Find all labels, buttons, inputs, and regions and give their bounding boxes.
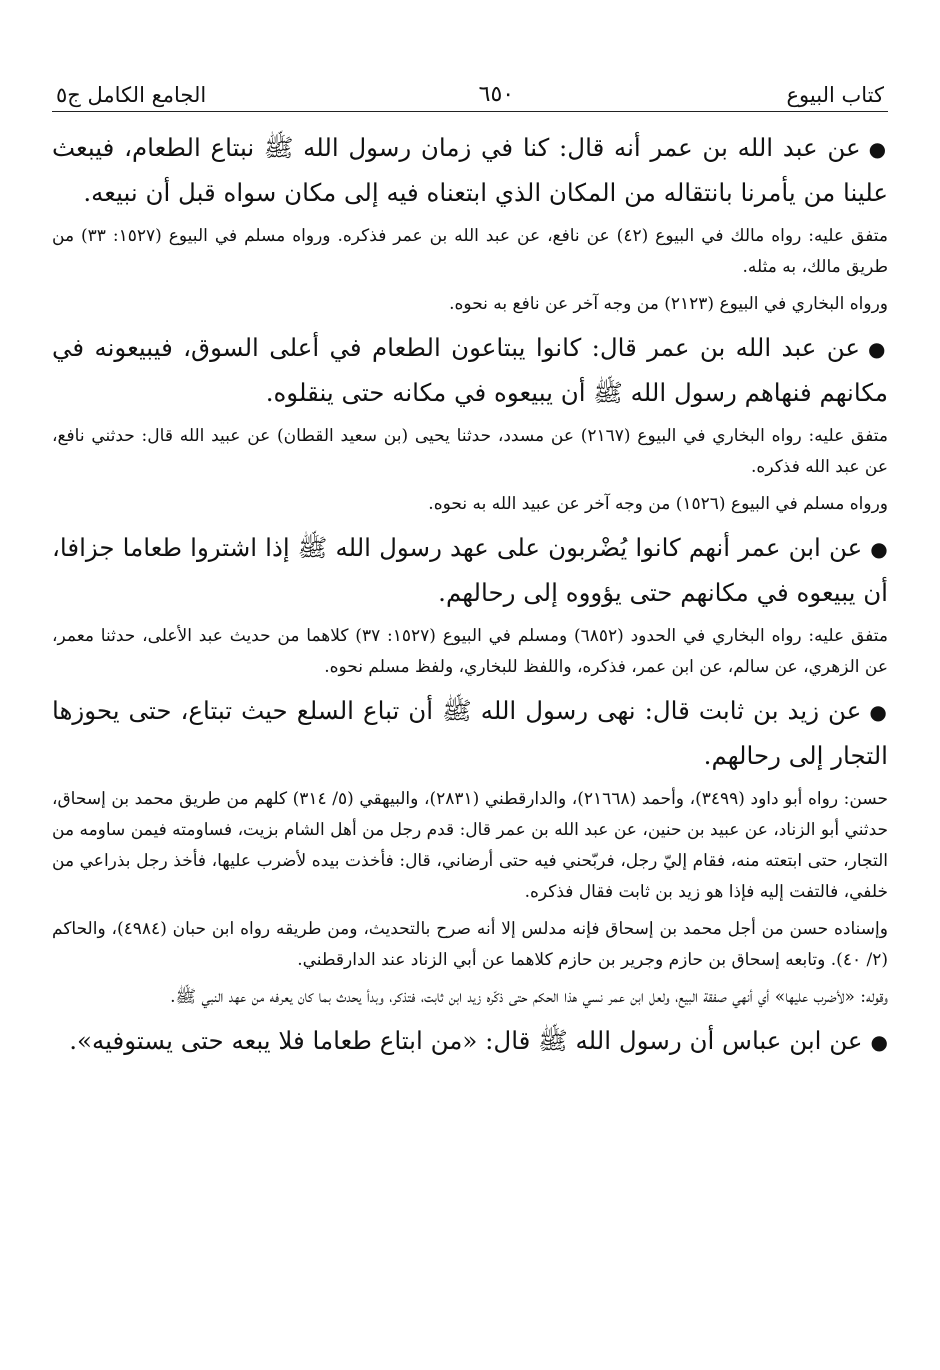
- takhrij-note: حسن: رواه أبو داود (٣٤٩٩)، وأحمد (٢١٦٦٨)، والدارقطني (٢٨٣١)، والبيهقي (٥/ ٣١٤) كلهم من طريق محمد بن إسحاق، حدثني أبو الزناد، عن عبيد بن حنين، عن عبد الله بن عمر قال: قدم رجل من أهل الشام بزيت، فساومته فيمن ساومه من التجار، حتى ابتعته منه، فقام إليّ رجل، فربّحني فيه حتى أرضاني، قال: فأخذت بيده لأضرب عليها، فأخذ رجل بذراعي من خلفي، فالتفت إليه فإذا هو زيد بن ثابت فقال فذكره.: [52, 789, 888, 902]
- page-content: [52, 112, 888, 1064]
- hadith-body: عن عبد الله بن عمر قال: كانوا يبتاعون الطعام في أعلى السوق، فيبيعونه في مكانهم فنهاهم رسول الله ﷺ أن يبيعوه في مكانه حتى ينقلوه.: [52, 333, 888, 407]
- bullet-icon: ●: [868, 137, 888, 161]
- hadith-text: [52, 326, 888, 415]
- hadith-body: عن عبد الله بن عمر أنه قال: كنا في زمان رسول الله ﷺ نبتاع الطعام، فيبعث علينا من يأمرنا بانتقاله من المكان الذي ابتعناه فيه إلى مكان سواه قبل أن نبيعه.: [52, 133, 888, 207]
- hadith-body: عن ابن عمر أنهم كانوا يُضْربون على عهد رسول الله ﷺ إذا اشتروا طعاما جزافا، أن يبيعوه في مكانهم حتى يؤووه إلى رحالهم.: [52, 533, 888, 607]
- hadith-text: [52, 526, 888, 615]
- hadith-body: عن زيد بن ثابت قال: نهى رسول الله ﷺ أن تباع السلع حيث تبتاع، حتى يحوزها التجار إلى رحالهم.: [52, 696, 888, 770]
- hadith-body: عن ابن عباس أن رسول الله ﷺ قال: «من ابتاع طعاما فلا يبعه حتى يستوفيه».: [69, 1026, 863, 1055]
- takhrij-note: متفق عليه: رواه البخاري في البيوع (٢١٦٧) عن مسدد، حدثنا يحيى (بن سعيد القطان) عن عبيد الله قال: حدثني نافع، عن عبد الله فذكره.: [52, 426, 888, 477]
- takhrij-note: ورواه مسلم في البيوع (١٥٢٦) من وجه آخر عن عبيد الله به نحوه.: [428, 494, 888, 514]
- takhrij-note: ورواه البخاري في البيوع (٢١٢٣) من وجه آخر عن نافع به نحوه.: [449, 294, 888, 314]
- chapter-title: كتاب البيوع: [786, 83, 884, 107]
- hadith-text: [52, 126, 888, 215]
- bullet-icon: ●: [869, 700, 889, 724]
- takhrij-note: وإسناده حسن من أجل محمد بن إسحاق فإنه مدلس إلا أنه صرح بالتحديث، ومن طريقه رواه ابن حبان (٤٩٨٤)، والحاكم (٢/ ٤٠). وتابعه إسحاق بن حازم وجرير بن حازم كلاهما عن أبي الزناد عند الدارقطني.: [52, 919, 888, 970]
- page-header: [52, 40, 888, 112]
- bullet-icon: ●: [870, 1030, 888, 1054]
- book-title: الجامع الكامل ج٥: [56, 83, 207, 107]
- hadith-text: [52, 1019, 888, 1064]
- page-number: ٦٥٠: [478, 82, 515, 107]
- takhrij-note: متفق عليه: رواه البخاري في الحدود (٦٨٥٢) ومسلم في البيوع (١٥٢٧: ٣٧) كلاهما من حديث عبد الأعلى، حدثنا معمر، عن الزهري، عن سالم، عن ابن عمر، فذكره، واللفظ للبخاري، ولفظ مسلم نحوه.: [52, 626, 888, 677]
- bullet-icon: ●: [870, 537, 889, 561]
- bullet-icon: ●: [868, 337, 889, 361]
- hadith-text: [52, 689, 888, 778]
- takhrij-note: متفق عليه: رواه مالك في البيوع (٤٢) عن نافع، عن عبد الله بن عمر فذكره. ورواه مسلم في البيوع (١٥٢٧: ٣٣) من طريق مالك، به مثله.: [52, 226, 888, 277]
- takhrij-note: وقوله: «لأضرب عليها» أي أنهي صفقة البيع، ولعل ابن عمر نسي هذا الحكم حتى ذكّره زيد ابن ثابت، فتذكر، وبدأ يحدث بما كان يعرفه من عهد النبي ﷺ.: [170, 987, 888, 1007]
